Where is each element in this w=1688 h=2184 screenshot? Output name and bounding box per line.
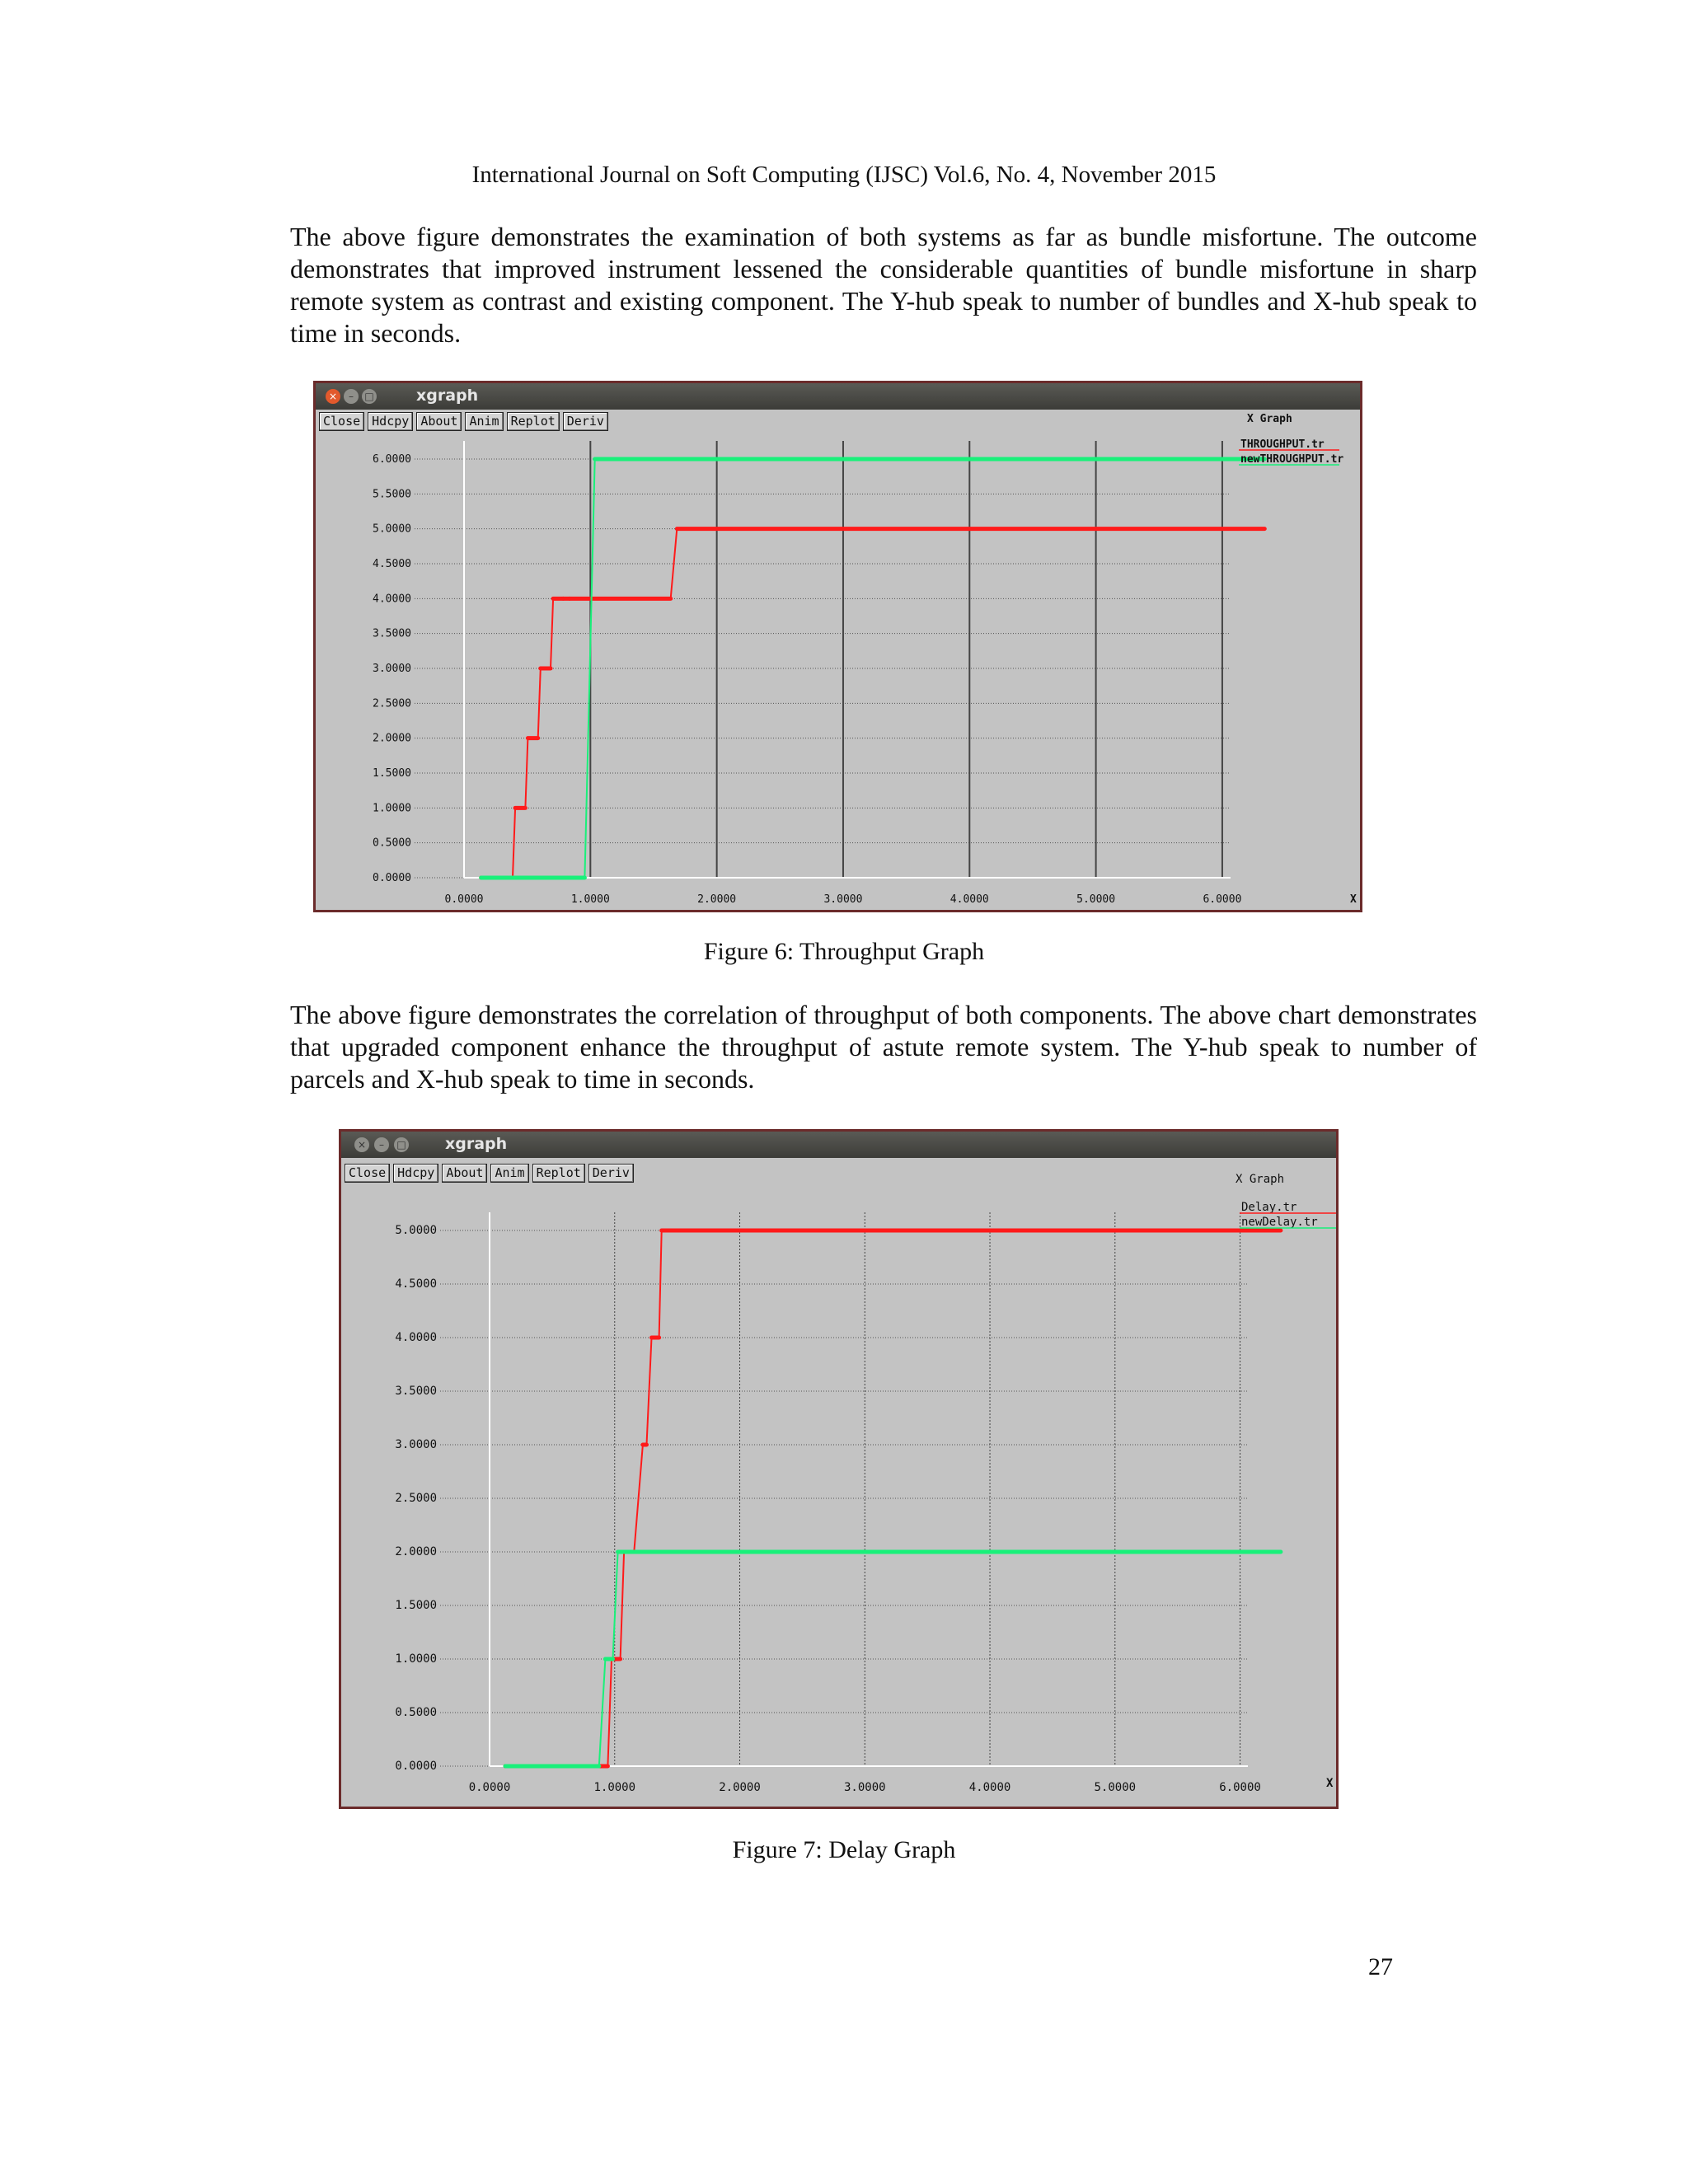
figure-7-caption: Figure 7: Delay Graph	[732, 1836, 956, 1863]
y-tick-label: 6.0000	[373, 453, 411, 466]
deriv-button[interactable]: Deriv	[563, 412, 608, 431]
y-tick-label: 2.5000	[373, 697, 411, 710]
y-tick-label: 3.5000	[395, 1385, 437, 1398]
y-tick-label: 0.0000	[373, 872, 411, 884]
window-title: xgraph	[416, 387, 479, 405]
hdcpy-button[interactable]: Hdcpy	[368, 412, 413, 431]
window-close-icon[interactable]: ×	[354, 1137, 369, 1152]
xgraph-window-delay	[339, 1129, 1339, 1809]
close-button[interactable]: Close	[319, 412, 364, 431]
y-tick-label: 2.5000	[395, 1492, 437, 1505]
y-tick-label: 2.0000	[395, 1545, 437, 1558]
paragraph-1: The above figure demonstrates the examination of both systems as far as bundle misfortune. The outcome demonstrates that improved instrument lessened the considerable quantities of bundle misfortune in sharp remote system as contrast and existing component. The Y-hub speak to number of bundles and X-hub speak to time in seconds.	[290, 222, 1477, 348]
deriv-button[interactable]: Deriv	[588, 1164, 634, 1183]
y-tick-label: 2.0000	[373, 732, 411, 745]
close-button[interactable]: Close	[345, 1164, 390, 1183]
y-tick-label: 3.0000	[395, 1438, 437, 1451]
legend-label: newTHROUGHPUT.tr	[1240, 453, 1344, 466]
x-tick-label: 2.0000	[719, 1781, 761, 1794]
window-maximize-icon[interactable]: □	[362, 389, 377, 404]
x-tick-label: 5.0000	[1076, 893, 1116, 906]
x-tick-label: 0.0000	[444, 893, 484, 906]
replot-button[interactable]: Replot	[507, 412, 560, 431]
x-axis-label: X	[1350, 893, 1357, 906]
x-tick-label: 3.0000	[823, 893, 863, 906]
x-tick-label: 6.0000	[1219, 1781, 1261, 1794]
x-tick-label: 1.0000	[570, 893, 610, 906]
x-tick-label: 0.0000	[468, 1781, 511, 1794]
y-tick-label: 4.5000	[395, 1277, 437, 1291]
window-maximize-icon[interactable]: □	[394, 1137, 409, 1152]
x-tick-label: 2.0000	[697, 893, 737, 906]
x-tick-label: 4.0000	[968, 1781, 1011, 1794]
window-title: xgraph	[445, 1135, 508, 1153]
delay-chart	[341, 1132, 1336, 1807]
page-number: 27	[1368, 1953, 1393, 1980]
anim-button[interactable]: Anim	[490, 1164, 528, 1183]
y-tick-label: 4.5000	[373, 558, 411, 570]
window-minimize-icon[interactable]: –	[344, 389, 359, 404]
y-tick-label: 1.5000	[395, 1599, 437, 1612]
legend-label: THROUGHPUT.tr	[1240, 438, 1325, 451]
figure-6-caption: Figure 6: Throughput Graph	[703, 938, 985, 965]
window-close-icon[interactable]: ×	[326, 389, 340, 404]
x-tick-label: 1.0000	[593, 1781, 636, 1794]
y-tick-label: 0.5000	[395, 1706, 437, 1719]
y-tick-label: 3.0000	[373, 663, 411, 675]
graph-label: X Graph	[1247, 413, 1292, 425]
y-tick-label: 4.0000	[395, 1331, 437, 1344]
x-tick-label: 6.0000	[1203, 893, 1242, 906]
y-tick-label: 5.0000	[373, 523, 411, 536]
paragraph-2: The above figure demonstrates the correlation of throughput of both components. The above chart demonstrates that upgraded component enhance the throughput of astute remote system. The Y-hub speak to number of parcels and X-hub speak to time in seconds.	[290, 1000, 1477, 1094]
hdcpy-button[interactable]: Hdcpy	[393, 1164, 438, 1183]
y-tick-label: 0.5000	[373, 837, 411, 850]
xgraph-window-throughput	[313, 381, 1362, 912]
running-header: International Journal on Soft Computing (IJSC) Vol.6, No. 4, November 2015	[471, 162, 1217, 188]
y-tick-label: 1.0000	[373, 802, 411, 815]
x-axis-label: X	[1326, 1777, 1334, 1790]
graph-label: X Graph	[1236, 1173, 1285, 1186]
about-button[interactable]: About	[442, 1164, 487, 1183]
legend-label: Delay.tr	[1241, 1201, 1297, 1214]
y-tick-label: 3.5000	[373, 627, 411, 640]
legend-label: newDelay.tr	[1241, 1216, 1318, 1229]
y-tick-label: 5.0000	[395, 1224, 437, 1237]
y-tick-label: 1.0000	[395, 1652, 437, 1666]
about-button[interactable]: About	[416, 412, 462, 431]
throughput-chart	[316, 383, 1360, 910]
window-minimize-icon[interactable]: –	[374, 1137, 389, 1152]
y-tick-label: 0.0000	[395, 1760, 437, 1773]
anim-button[interactable]: Anim	[465, 412, 503, 431]
replot-button[interactable]: Replot	[532, 1164, 585, 1183]
x-tick-label: 3.0000	[843, 1781, 886, 1794]
y-tick-label: 4.0000	[373, 593, 411, 606]
y-tick-label: 5.5000	[373, 488, 411, 501]
y-tick-label: 1.5000	[373, 767, 411, 780]
x-tick-label: 4.0000	[950, 893, 989, 906]
x-tick-label: 5.0000	[1094, 1781, 1137, 1794]
